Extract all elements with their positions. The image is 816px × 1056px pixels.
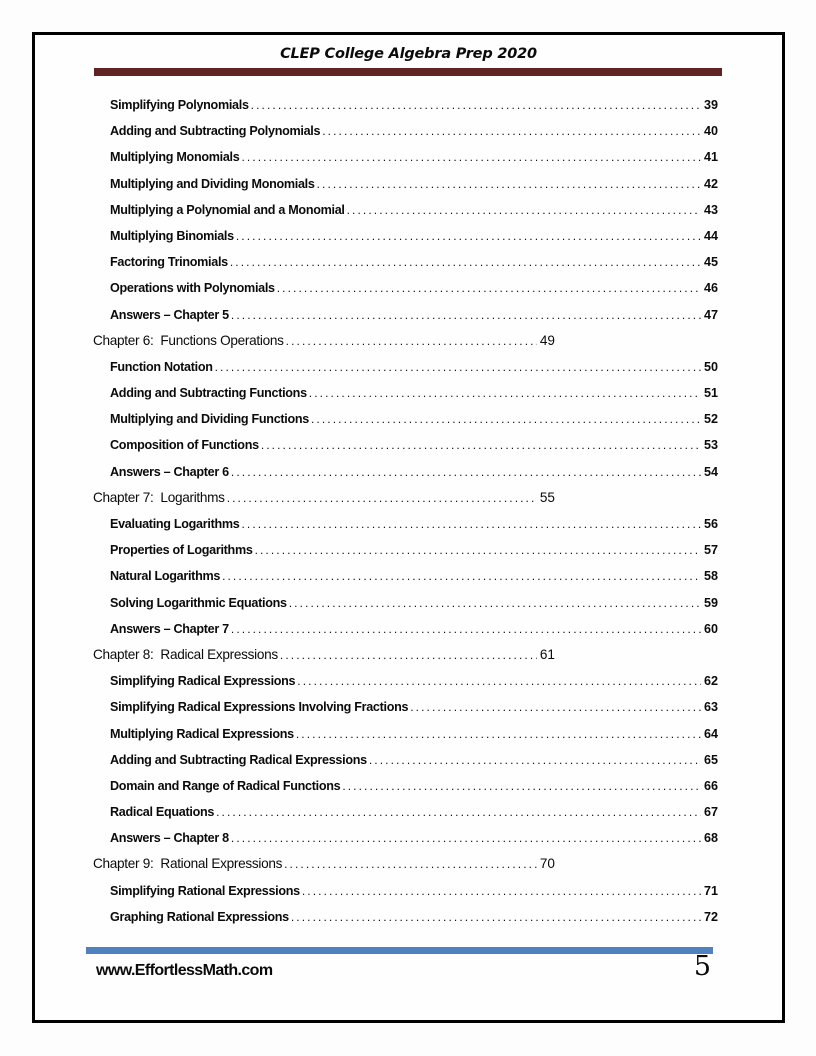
toc-entry-label: Simplifying Rational Expressions [110,883,300,898]
dot-leader [296,721,701,747]
toc-entry-label: Domain and Range of Radical Functions [110,778,341,793]
dot-leader [231,459,701,485]
toc-entry[interactable] [110,616,718,642]
toc-entry[interactable] [110,197,718,223]
toc-entry-page: 57 [703,543,718,558]
toc-entry-page: 40 [703,124,718,139]
dot-leader [215,354,701,380]
dot-leader [309,380,701,406]
toc-entry[interactable] [110,249,718,275]
dot-leader [297,668,701,694]
dot-leader [347,197,701,223]
toc-entry-label: Chapter 7: Logarithms [93,489,225,505]
toc-entry[interactable] [110,118,718,144]
dot-leader [222,563,701,589]
dot-leader [230,249,701,275]
toc-entry-label: Function Notation [110,359,213,374]
toc-entry-page: 60 [703,621,718,636]
dot-leader [369,747,701,773]
dot-leader [311,406,701,432]
toc-entry-page: 44 [703,228,718,243]
toc-entry-page: 54 [703,464,718,479]
dot-leader [231,616,701,642]
toc-entry-label: Operations with Polynomials [110,281,275,296]
toc-entry[interactable] [110,668,718,694]
toc-entry-label: Multiplying a Polynomial and a Monomial [110,202,345,217]
dot-leader [302,878,701,904]
toc-entry[interactable] [110,825,718,851]
toc-entry-label: Natural Logarithms [110,569,221,584]
toc-entry[interactable] [110,171,718,197]
toc-chapter-entry[interactable] [93,851,555,877]
dot-leader [236,223,701,249]
toc-entry[interactable] [110,563,718,589]
dot-leader [284,851,537,877]
toc-entry-page: 45 [703,255,718,270]
toc-entry[interactable] [110,302,718,328]
dot-leader [277,275,701,301]
toc-entry-label: Simplifying Polynomials [110,98,249,112]
toc-entry-label: Properties of Logarithms [110,543,253,558]
page-header-title: CLEP College Algebra Prep 2020 [280,46,537,62]
toc-entry-label: Multiplying and Dividing Functions [110,412,309,427]
toc-entry[interactable] [110,878,718,904]
dot-leader [280,642,537,668]
dot-leader [216,799,701,825]
toc-entry-page: 51 [703,386,718,401]
dot-leader [241,144,701,170]
toc-entry-page: 56 [703,517,718,531]
toc-entry-page: 70 [539,856,555,872]
toc-entry-label: Graphing Rational Expressions [110,909,289,924]
toc-entry[interactable] [110,537,718,563]
toc-entry[interactable] [110,380,718,406]
toc-entry-label: Answers – Chapter 7 [110,621,229,636]
toc-entry-label: Simplifying Radical Expressions Involving Fractions [110,700,409,715]
toc-entry-page: 63 [703,700,718,715]
toc-entry-page: 65 [703,752,718,767]
toc-entry-label: Radical Equations [110,805,215,820]
toc-entry-page: 43 [703,202,718,217]
toc-entry-page: 52 [703,412,718,427]
dot-leader [322,118,701,144]
toc-entry[interactable] [110,694,718,720]
website-link[interactable]: www.EffortlessMath.com [96,962,273,979]
dot-leader [289,590,701,616]
dot-leader [255,537,701,563]
toc-entry-page: 59 [703,595,718,610]
toc-entry-label: Multiplying Radical Expressions [110,726,294,741]
toc-chapter-entry[interactable] [93,328,555,354]
toc-entry-label: Multiplying Binomials [110,228,234,243]
toc-entry-page: 68 [703,831,718,846]
toc-entry-label: Chapter 9: Rational Expressions [93,856,283,872]
toc-entry-page: 39 [703,98,718,112]
dot-leader [231,825,701,851]
dot-leader [291,904,701,930]
toc-entry-page: 47 [703,307,718,322]
toc-entry-page: 55 [539,489,555,505]
document-page [32,32,785,1023]
toc-entry-page: 53 [703,438,718,453]
dot-leader [241,511,701,537]
toc-entry-label: Multiplying and Dividing Monomials [110,176,315,191]
toc-entry-label: Answers – Chapter 8 [110,831,229,846]
toc-entry[interactable] [110,511,718,537]
toc-entry-page: 66 [703,778,718,793]
dot-leader [342,773,701,799]
toc-entry-page: 61 [539,646,555,662]
toc-entry-label: Answers – Chapter 5 [110,307,229,322]
toc-entry[interactable] [110,773,718,799]
toc-entry[interactable] [110,799,718,825]
dot-leader [261,432,701,458]
toc-entry[interactable] [110,904,718,930]
toc-entry[interactable] [110,721,718,747]
toc-entry-page: 71 [703,883,718,898]
toc-entry-label: Factoring Trinomials [110,255,228,270]
toc-entry-label: Chapter 8: Radical Expressions [93,646,278,662]
toc-entry[interactable] [110,590,718,616]
toc-entry-page: 67 [703,805,718,820]
toc-chapter-entry[interactable] [93,485,555,511]
toc-entry[interactable] [110,459,718,485]
toc-entry-label: Multiplying Monomials [110,150,240,165]
toc-entry-page: 58 [703,569,718,584]
toc-entry-label: Evaluating Logarithms [110,517,240,531]
toc-entry-page: 62 [703,674,718,689]
toc-entry-page: 72 [703,909,718,924]
page-number: 5 [693,951,711,982]
toc-entry-label: Answers – Chapter 6 [110,464,229,479]
toc-entry-label: Composition of Functions [110,438,259,453]
toc-entry-page: 46 [703,281,718,296]
toc-entry-label: Adding and Subtracting Functions [110,386,307,401]
toc-entry-page: 49 [539,332,555,348]
footer-rule [86,947,713,954]
toc-entry-label: Chapter 6: Functions Operations [93,332,284,348]
toc-entry[interactable] [110,747,718,773]
toc-entry-page: 41 [703,150,718,165]
dot-leader [317,171,701,197]
toc-entry[interactable] [110,92,718,118]
toc-entry-page: 64 [703,726,718,741]
toc-entry[interactable] [110,406,718,432]
toc-entry-label: Solving Logarithmic Equations [110,595,287,610]
toc-entry-label: Adding and Subtracting Polynomials [110,124,321,139]
dot-leader [410,694,701,720]
dot-leader [231,302,701,328]
toc-entry-page: 42 [703,176,718,191]
header-rule [94,68,722,76]
table-of-contents [93,92,723,930]
toc-entry[interactable] [110,144,718,170]
dot-leader [251,92,701,118]
toc-chapter-entry[interactable] [93,642,555,668]
toc-entry[interactable] [110,432,718,458]
toc-entry-page: 50 [703,359,718,374]
dot-leader [227,485,537,511]
toc-entry[interactable] [110,354,718,380]
toc-entry-label: Simplifying Radical Expressions [110,674,296,689]
toc-entry[interactable] [110,223,718,249]
toc-entry-label: Adding and Subtracting Radical Expressions [110,752,367,767]
dot-leader [286,328,537,354]
toc-entry[interactable] [110,275,718,301]
